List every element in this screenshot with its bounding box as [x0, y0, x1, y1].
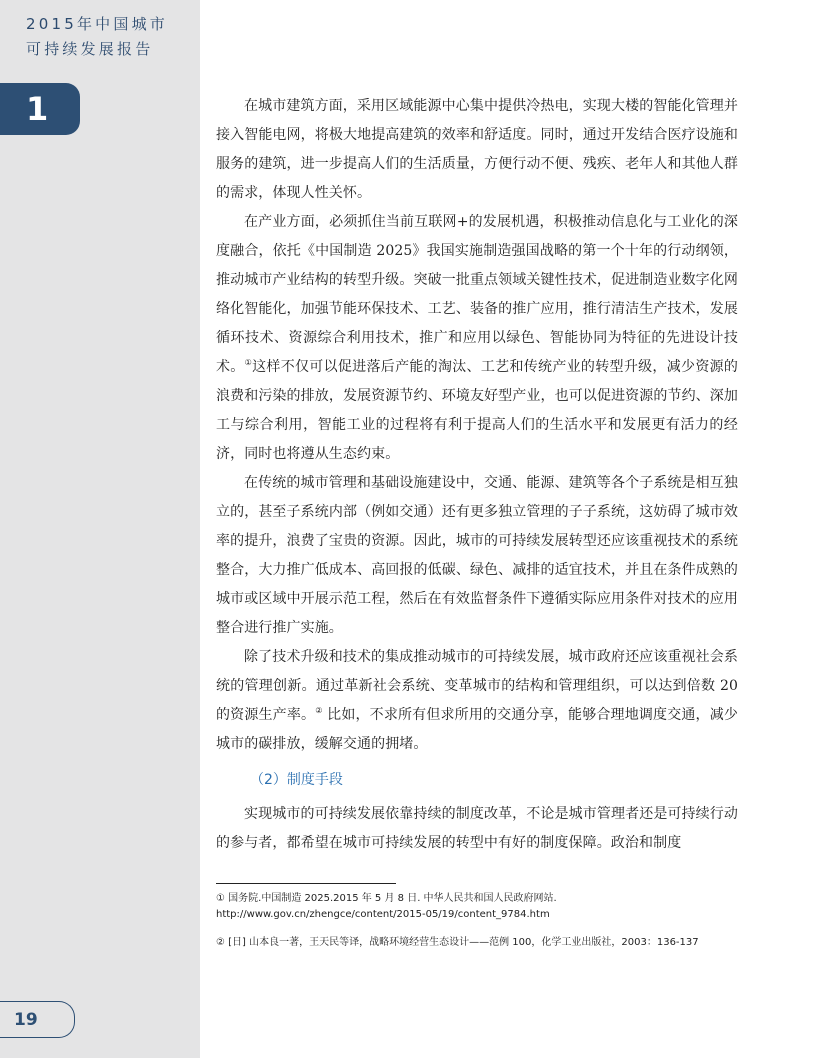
paragraph-industry-part-1: 在产业方面，必须抓住当前互联网+的发展机遇，积极推动信息化与工业化的深度融合，依托《中国制造 2025》我国实施制造强国战略的第一个十年的行动纲领，推动城市产业结构的转型升级。突破一批重点领域关键性技术，促进制造业数字化网络化智能化，加强节能环保技术、工艺、装备的推广应用，推行清洁生产技术，发展循环技术、资源综合利用技术，推广和应用以绿色、智能协同为特征的先进设计技术。: [216, 214, 738, 375]
footnote-ref-1[interactable]: ①: [244, 358, 253, 367]
report-title-line-2: 可持续发展报告: [26, 40, 154, 58]
footnote-1-citation: ① 国务院.中国制造 2025.2015 年 5 月 8 日. 中华人民共和国人民政府网站.: [216, 893, 557, 904]
footnote-1-url[interactable]: http://www.gov.cn/zhengce/content/2015-05/19/content_9784.htm: [216, 909, 550, 920]
paragraph-social-innovation: [216, 643, 738, 759]
paragraph-buildings: 在城市建筑方面，采用区域能源中心集中提供冷热电，实现大楼的智能化管理并接入智能电网，将极大地提高建筑的效率和舒适度。同时，通过开发结合医疗设施和服务的建筑，进一步提高人们的生活质量，方便行动不便、残疾、老年人和其他人群的需求，体现人性关怀。: [216, 98, 738, 201]
footnote-ref-2[interactable]: ②: [315, 706, 323, 715]
footnote-2: ② [日] 山本良一著，王天民等译，战略环境经营生态设计——范例 100，化学工业出版社，2003：136-137: [216, 937, 699, 948]
footnote-divider: [216, 883, 396, 884]
paragraph-infrastructure: 在传统的城市管理和基础设施建设中，交通、能源、建筑等各个子系统是相互独立的，甚至子系统内部（例如交通）还有更多独立管理的子子系统，这妨碍了城市效率的提升，浪费了宝贵的资源。因此，城市的可持续发展转型还应该重视技术的系统整合，大力推广低成本、高回报的低碳、绿色、减排的适宜技术，并且在条件成熟的城市或区域中开展示范工程，然后在有效监督条件下遵循实际应用条件对技术的应用整合进行推广实施。: [216, 475, 738, 636]
page-number-tab: [0, 1001, 75, 1038]
paragraph-social-part-2: 比如，不求所有但求所用的交通分享，能够合理地调度交通，减少城市的碳排放，缓解交通的拥堵。: [216, 707, 738, 752]
footnote-1: [216, 891, 746, 923]
paragraph-institutional: 实现城市的可持续发展依靠持续的制度改革，不论是城市管理者还是可持续行动的参与者，都希望在城市可持续发展的转型中有好的制度保障。政治和制度: [216, 806, 738, 851]
main-content: [216, 92, 738, 858]
sidebar: [0, 0, 200, 1058]
section-heading: （2）制度手段: [250, 772, 343, 788]
page-number: 19: [14, 1010, 38, 1030]
report-title-line-1: 2015年中国城市: [26, 15, 168, 33]
paragraph-industry: [216, 208, 738, 469]
paragraph-industry-part-2: 这样不仅可以促进落后产能的淘汰、工艺和传统产业的转型升级，减少资源的浪费和污染的排放，发展资源节约、环境友好型产业，也可以促进资源的节约、深加工与综合利用，智能工业的过程将有利于提高人们的生活水平和发展更有活力的经济，同时也将遵从生态约束。: [216, 359, 739, 462]
report-title: [26, 12, 196, 62]
chapter-number: 1: [26, 90, 49, 128]
chapter-tab: [0, 83, 80, 135]
paragraph-social-part-1: 除了技术升级和技术的集成推动城市的可持续发展，城市政府还应该重视社会系统的管理创新。通过革新社会系统、变革城市的结构和管理组织，可以达到倍数 20 的资源生产率。: [216, 649, 738, 723]
